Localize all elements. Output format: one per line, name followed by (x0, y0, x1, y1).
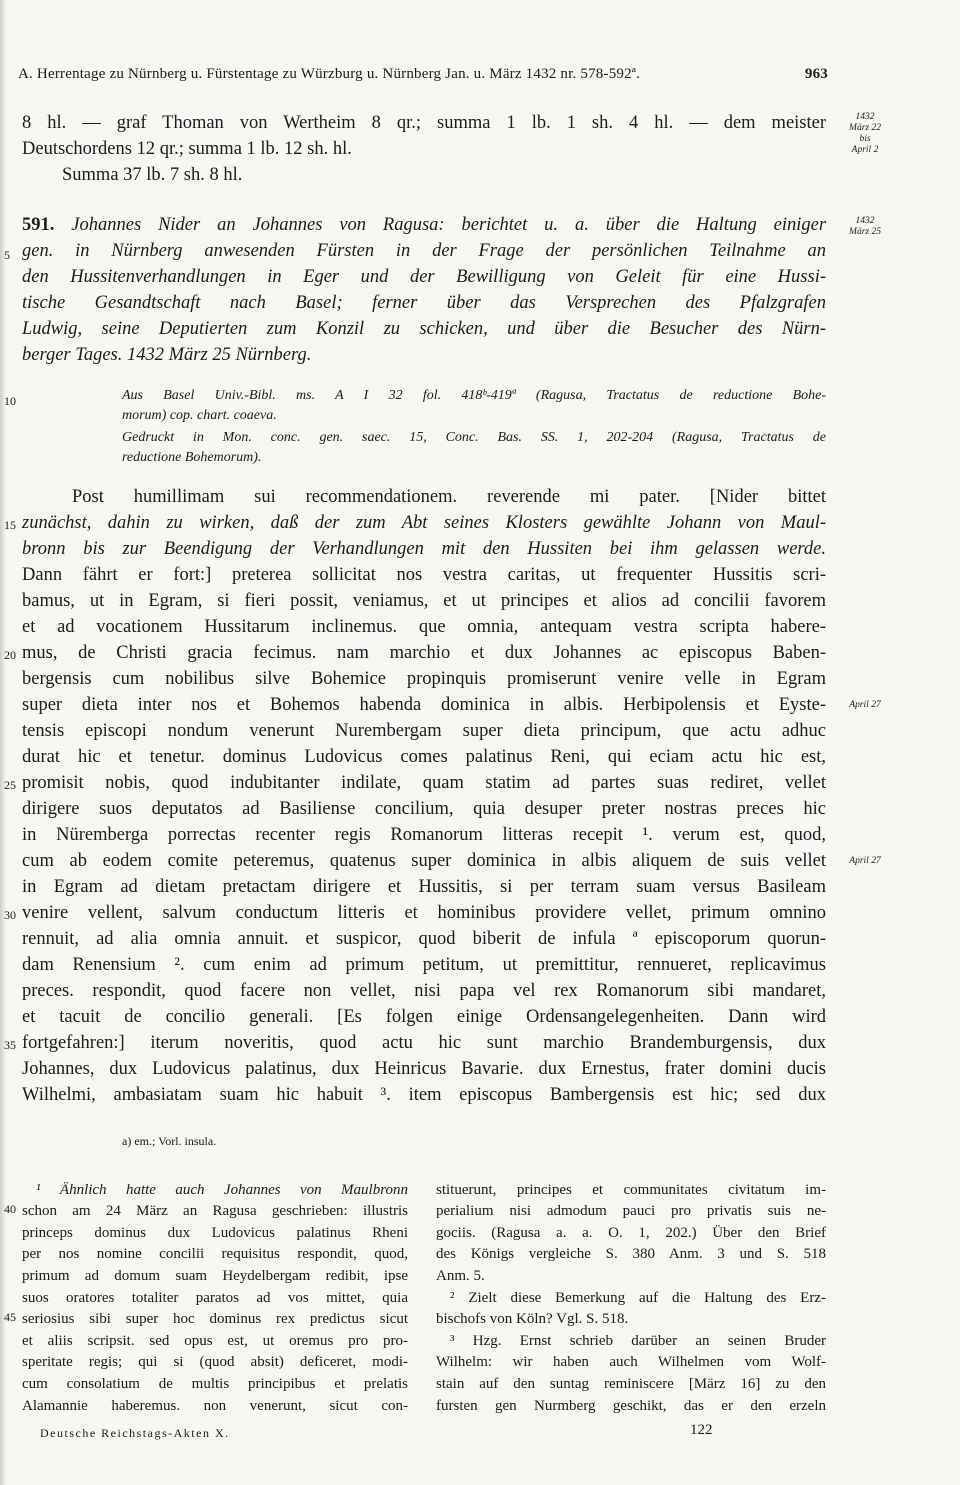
footnote-line: ² Zielt diese Bemerkung auf die Haltung des Erz- (450, 1290, 826, 1306)
body-line-14: in Nüremberga porrectas recenter regis Romanorum litteras recepit ¹. verum est, quod, (22, 825, 826, 845)
footnote-line: Alamannie haberemus. non venerunt, sicut con- (22, 1398, 408, 1414)
footnote-line: seriosius sibi super hoc dominus rex predictus sicut (22, 1311, 408, 1327)
body-line-13: dirigere suos deputatos ad Basiliense concilium, quia desuper preter nostras preces hic (22, 799, 826, 819)
footnote-line: primum ad domum suam Heydelbergam redibit, ipse (22, 1268, 408, 1284)
top-line-1: 8 hl. — graf Thoman von Wertheim 8 qr.; summa 1 lb. 1 sh. 4 hl. — dem meister (22, 113, 826, 133)
body-line-12: promisit nobis, quod indubitanter indilate, quam statim ad partes suas rediret, vellet (22, 773, 826, 793)
source-line-4: reductione Bohemorum). (122, 450, 262, 465)
sheet-number: 122 (690, 1422, 713, 1438)
body-line-24: Wilhelmi, ambasiatam suam hic habuit ³. item episcopus Bambergensis est hic; sed dux (22, 1085, 826, 1105)
body-line-5: bamus, ut in Egram, si fieri possit, veniamus, et ut principes et alios ad concilii favorem (22, 591, 826, 611)
footnote-line: bischofs von Köln? Vgl. S. 518. (436, 1311, 629, 1327)
footnote-line: cum consolatium de multis principibus et prelatis (22, 1376, 408, 1392)
footnote-line: suos oratores totaliter paratos ad vos mittet, quia (22, 1290, 408, 1306)
body-line-16: in Egram ad dietam pretactam dirigere et Hussitis, si per terram suam versus Basileam (22, 877, 826, 897)
body-line-3: bronn bis zur Beendigung der Verhandlungen mit den Hussiten bei ihm gelassen werde. (22, 539, 826, 559)
source-line-3: Gedruckt in Mon. conc. gen. saec. 15, Conc. Bas. SS. 1, 202-204 (Ragusa, Tractatus de (122, 430, 826, 445)
footnote-line: perialium nisi admodum pauci pro privatis suis ne- (436, 1203, 826, 1219)
regest-line-4: tische Gesandtschaft nach Basel; ferner über das Versprechen des Pfalzgrafen (22, 293, 826, 313)
margin-date-entry: 1432 März 25 (849, 216, 881, 237)
body-line-17: venire vellent, salvum conductum litteris et hominibus providere vellet, primum omnino (22, 903, 826, 923)
running-header-text: A. Herrentage zu Nürnberg u. Fürstentage zu Würzburg u. Nürnberg Jan. u. März 1432 nr. 578-592ª. (18, 66, 641, 82)
top-line-3: Summa 37 lb. 7 sh. 8 hl. (62, 165, 243, 185)
body-line-19: dam Renensium ². cum enim ad primum petitum, ut premittitur, rennueret, replicavimus (22, 955, 826, 975)
body-line-18: rennuit, ad alia omnia annuit. et suspicor, quod biberit de infula ª episcoporum quorun- (22, 929, 826, 949)
footnote-line: schon am 24 März an Ragusa geschrieben: illustris (22, 1203, 408, 1219)
footnote-line: des Königs vergleiche S. 380 Anm. 3 und S. 518 (436, 1246, 826, 1262)
line-number: 10 (4, 394, 16, 408)
footnote-line: per nos nomine concilii requisitus respondit, quod, (22, 1246, 408, 1262)
regest-line-3: den Hussitenverhandlungen in Eger und der Bewilligung von Geleit für eine Hussi- (22, 267, 826, 287)
line-number: 15 (4, 518, 16, 532)
body-line-21: et tacuit de concilio generali. [Es folgen einige Ordensangelegenheiten. Dann wird (22, 1007, 826, 1027)
regest-line-6: berger Tages. 1432 März 25 Nürnberg. (22, 345, 312, 365)
line-number: 40 (4, 1202, 16, 1216)
footnote-line: fursten gen Nurmberg geschikt, das er den erzeln (436, 1398, 826, 1414)
footer-title: Deutsche Reichstags-Akten X. (40, 1426, 230, 1440)
line-number: 25 (4, 778, 16, 792)
body-line-22: fortgefahren:] iterum noveritis, quod actu hic sunt marchio Brandemburgensis, dux (22, 1033, 826, 1053)
body-line-1: Post humillimam sui recommendationem. reverende mi pater. [Nider bittet (72, 487, 826, 507)
margin-note-april: April 27 (849, 856, 881, 866)
body-line-2: zunächst, dahin zu wirken, daß der zum Abt seines Klosters gewählte Johann von Maul- (22, 513, 826, 533)
body-line-8: bergensis cum nobilibus silve Bohemice propinquis promiserunt venire velle in Egram (22, 669, 826, 689)
body-line-7: mus, de Christi gracia fecimus. nam marchio et dux Johannes ac episcopus Baben- (22, 643, 826, 663)
entry-number: 591. (22, 215, 55, 235)
top-line-2: Deutschordens 12 qr.; summa 1 lb. 12 sh. hl. (22, 139, 352, 159)
scan-shadow (0, 0, 6, 1485)
footnote-line: gociis. (Ragusa a. a. O. 1, 202.) Über den Brief (436, 1225, 826, 1241)
body-line-10: tensis episcopi nondum venerunt Nurembergam super dieta principum, que actu adhuc (22, 721, 826, 741)
footnote-line: princeps dominus dux Ludovicus palatinus Rheni (22, 1225, 408, 1241)
body-line-20: preces. respondit, quod facere non vellet, nisi papa vel rex Romanorum sibi mandaret, (22, 981, 826, 1001)
page-number: 963 (804, 66, 828, 82)
line-number: 5 (4, 248, 10, 262)
line-number: 45 (4, 1310, 16, 1324)
regest-line-2: gen. in Nürnberg anwesenden Fürsten in der Frage der persönlichen Teilnahme an (22, 241, 826, 261)
margin-note-april: April 27 (849, 700, 881, 710)
body-line-6: et ad vocationem Hussitarum inclinemus. que omnia, antequam vestra scripta habere- (22, 617, 826, 637)
source-line-1: Aus Basel Univ.-Bibl. ms. A I 32 fol. 418ᵇ-419ª (Ragusa, Tractatus de reductione Bohe- (122, 388, 826, 403)
line-number: 20 (4, 648, 16, 662)
footnote-line: ¹ Ähnlich hatte auch Johannes von Maulbronn (36, 1182, 408, 1198)
body-line-9: super dieta inter nos et Bohemos habenda dominica in albis. Herbipolensis et Eyste- (22, 695, 826, 715)
variant-note: a) em.; Vorl. insula. (122, 1134, 217, 1148)
footnote-line: et aliis scripsit. sed opus est, ut oremus pro pro- (22, 1333, 408, 1349)
footnote-line: speritate regis; qui si (quod absit) deficeret, modi- (22, 1354, 408, 1370)
body-line-11: durat hic et tenetur. dominus Ludovicus comes palatinus Reni, qui eciam actu hic est, (22, 747, 826, 767)
footnote-line: stituerunt, principes et communitates civitatum im- (436, 1182, 826, 1198)
footnote-line: stain auf den suntag reminiscere [März 16] zu den (436, 1376, 826, 1392)
footnote-line: ³ Hzg. Ernst schrieb darüber an seinen Bruder (450, 1333, 826, 1349)
body-line-15: cum ab eodem comite peteremus, quatenus super dominica in albis aliquem de suis vellet (22, 851, 826, 871)
regest-line-5: Ludwig, seine Deputierten zum Konzil zu schicken, und über die Besucher des Nürn- (22, 319, 826, 339)
source-line-2: morum) cop. chart. coaeva. (122, 408, 277, 423)
body-line-4: Dann fährt er fort:] preterea sollicitat nos vestra caritas, ut frequenter Hussitis scri- (22, 565, 826, 585)
line-number: 35 (4, 1038, 16, 1052)
line-number: 30 (4, 908, 16, 922)
margin-date-top: 1432 März 22 bis April 2 (849, 112, 881, 155)
running-header (18, 66, 828, 83)
regest-line-1: 591. Johannes Nider an Johannes von Ragusa: berichtet u. a. über die Haltung einiger (22, 215, 827, 235)
body-line-23: Johannes, dux Ludovicus palatinus, dux Heinricus Bavarie. dux Ernestus, frater domini ducis (22, 1059, 826, 1079)
footnote-line: Wilhelm: wir haben auch Wilhelmen vom Wolf- (436, 1354, 826, 1370)
footnote-line: Anm. 5. (436, 1268, 485, 1284)
